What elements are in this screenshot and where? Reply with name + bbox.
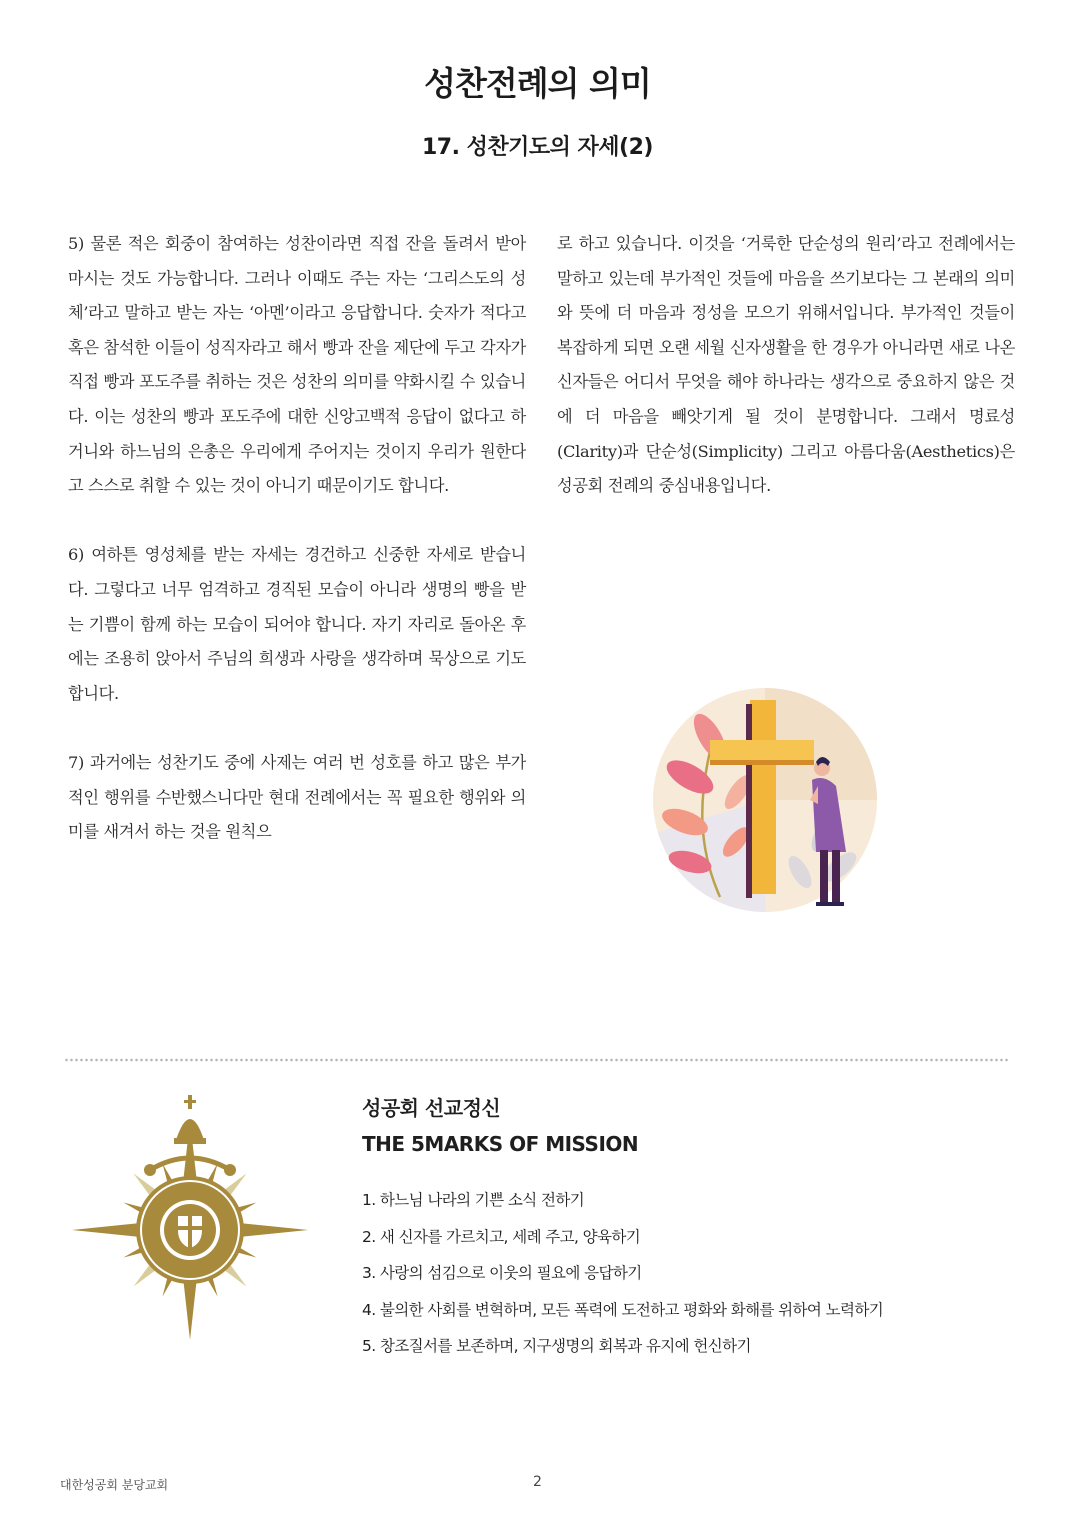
mitre-icon: [174, 1095, 206, 1144]
page-number: 2: [533, 1474, 542, 1490]
anglican-compass-rose-emblem: [70, 1090, 310, 1340]
cross-prayer-illustration: [640, 682, 890, 917]
article-column-right: [557, 227, 1015, 504]
mission-list: [362, 1182, 1022, 1365]
mission-title-korean: 성공회 선교정신: [362, 1096, 501, 1120]
mission-item: 4. 불의한 사회를 변혁하며, 모든 폭력에 도전하고 평화와 화해를 위하여 노력하기: [362, 1300, 884, 1319]
paragraph-7-continued: 로 하고 있습니다. 이것을 ‘거룩한 단순성의 원리’라고 전례에서는 말하고 있는데 부가적인 것들에 마음을 쓰기보다는 그 본래의 의미와 뜻에 더 마음과 정성을 모으기 위해서입니다. 부가적인 것들이 복잡하게 되면 오랜 세월 신자생활을 한 경우가 아니라면 새로 나온 신자들은 어디서 무엇을 해야 하나라는 생각으로 중요하지 않은 것에 더 마음을 빼앗기게 될 것이 분명합니다. 그래서 명료성(Clarity)과 단순성(Simplicity) 그리고 아름다움(Aesthetics)은 성공회 전례의 중심내용입니다.: [557, 234, 1015, 496]
paragraph-7: 7) 과거에는 성찬기도 중에 사제는 여러 번 성호를 하고 많은 부가적인 행위를 수반했스니다만 현대 전례에서는 꼭 필요한 행위와 의미를 새겨서 하는 것을 원칙으: [68, 752, 526, 842]
mission-item: 5. 창조질서를 보존하며, 지구생명의 회복과 유지에 헌신하기: [362, 1337, 751, 1355]
section-divider: [64, 1057, 1010, 1063]
page-subtitle: 17. 성찬기도의 자세(2): [422, 135, 653, 160]
mission-item: 2. 새 신자를 가르치고, 세례 주고, 양육하기: [362, 1227, 641, 1246]
paragraph-6: 6) 여하튼 영성체를 받는 자세는 경건하고 신중한 자세로 받습니다. 그렇다고 너무 엄격하고 경직된 모습이 아니라 생명의 빵을 받는 기쁨이 함께 하는 모습이 되어야 합니다. 자기 자리로 돌아온 후에는 조용히 앉아서 주님의 희생과 사랑을 생각하며 묵상으로 기도합니다.: [68, 545, 526, 703]
mission-item: 3. 사랑의 섬김으로 이웃의 필요에 응답하기: [362, 1264, 642, 1282]
paragraph-5: 5) 물론 적은 회중이 참여하는 성찬이라면 직접 잔을 돌려서 받아 마시는 것도 가능합니다. 그러나 이때도 주는 자는 ‘그리스도의 성체’라고 말하고 받는 자는 ‘아멘’이라고 응답합니다. 숫자가 적다고 혹은 참석한 이들이 성직자라고 해서 빵과 잔을 제단에 두고 각자가 직접 빵과 포도주를 취하는 것은 성찬의 의미를 약화시킬 수 있습니다. 이는 성찬의 빵과 포도주에 대한 신앙고백적 응답이 없다고 하거니와 하느님의 은총은 우리에게 주어지는 것이지 우리가 원한다고 스스로 취할 수 있는 것이 아니기 때문이기도 합니다.: [68, 234, 526, 496]
footer-church-name: 대한성공회 분당교회: [60, 1478, 169, 1492]
page-title: 성찬전례의 의미: [424, 64, 651, 103]
mission-title-english: THE 5MARKS OF MISSION: [362, 1132, 639, 1156]
mission-item: 1. 하느님 나라의 기쁜 소식 전하기: [362, 1191, 585, 1209]
article-column-left: [68, 227, 526, 850]
five-marks-of-mission: [362, 1090, 1022, 1365]
